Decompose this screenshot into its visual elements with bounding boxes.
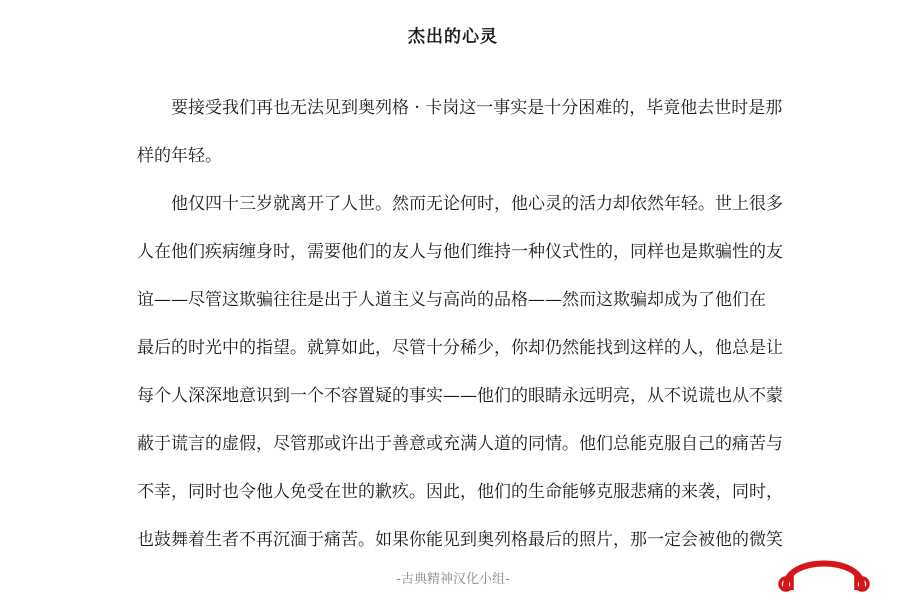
text-line-9: 不幸，同时也令他人免受在世的歉疚。因此，他们的生命能够克服悲痛的来袭，同时， xyxy=(137,482,783,502)
text-line-4: 人在他们疾病缠身时，需要他们的友人与他们维持一种仪式性的，同样也是欺骗性的友 xyxy=(137,242,783,262)
text-line-6: 最后的时光中的指望。就算如此，尽管十分稀少，你却仍然能找到这样的人，他总是让 xyxy=(137,338,783,358)
text-line-7: 每个人深深地意识到一个不容置疑的事实——他们的眼睛永远明亮，从不说谎也从不蒙 xyxy=(137,386,783,406)
headphones-db-logo-icon xyxy=(772,546,876,594)
text-line-3: 他仅四十三岁就离开了人世。然而无论何时，他心灵的活力却依然年轻。世上很多 xyxy=(171,194,783,214)
text-line-10: 也鼓舞着生者不再沉湎于痛苦。如果你能见到奥列格最后的照片，那一定会被他的微笑 xyxy=(137,530,783,550)
text-line-1: 要接受我们再也无法见到奥列格 · 卡岗这一事实是十分困难的，毕竟他去世时是那 xyxy=(171,98,783,118)
page-title: 杰出的心灵 xyxy=(408,27,498,47)
text-line-5: 谊——尽管这欺骗往往是出于人道主义与高尚的品格——然而这欺骗却成为了他们在 xyxy=(137,290,766,310)
text-line-2: 样的年轻。 xyxy=(137,146,222,166)
footer-credit: -古典精神汉化小组- xyxy=(396,572,510,587)
text-line-8: 蔽于谎言的虚假，尽管那或许出于善意或充满人道的同情。他们总能克服自己的痛苦与 xyxy=(137,434,783,454)
